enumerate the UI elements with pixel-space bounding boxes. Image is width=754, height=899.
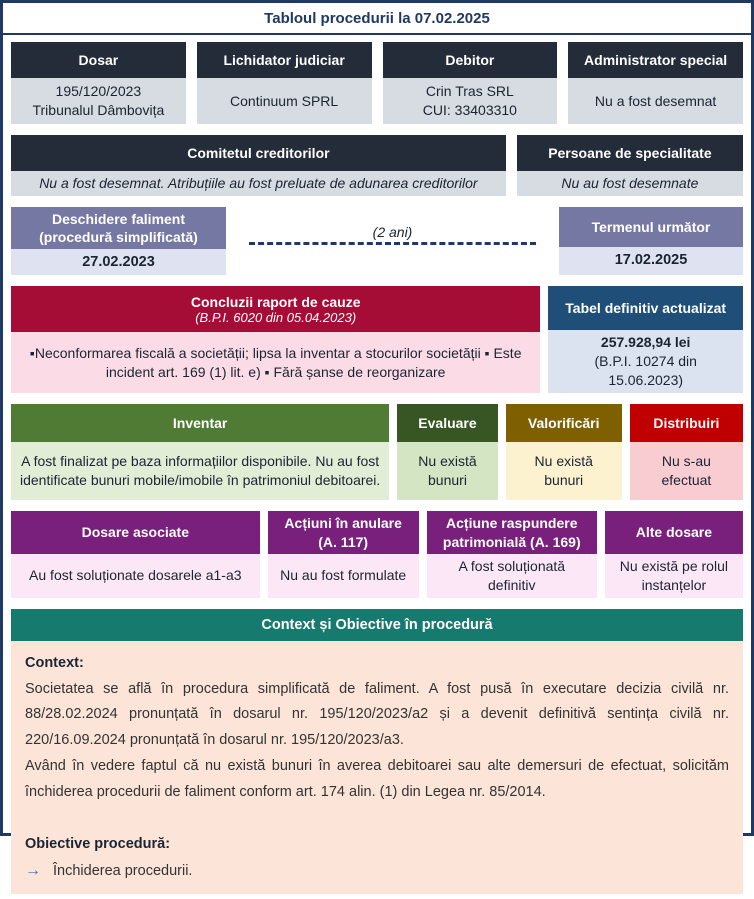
next-term-header: Termenul următor — [559, 207, 743, 247]
special-administrator-status: Nu a fost desemnat — [594, 92, 717, 109]
special-administrator-card — [568, 42, 743, 124]
objective-text: Închiderea procedurii. — [53, 863, 193, 880]
causes-report-card — [11, 286, 540, 393]
evaluation-header: Evaluare — [397, 404, 497, 442]
context-objectives-body — [11, 641, 743, 894]
special-administrator-header: Administrator special — [568, 42, 743, 78]
context-paragraph-2: Având în vedere faptul că nu există bunuri în averea debitoarei sau alte demersuri de efectuat, solicităm închiderea procedurii de faliment conform art. 174 alin. (1) din Legea nr. 85/2014. — [25, 758, 729, 800]
causes-report-title: Concluzii raport de cauze — [190, 293, 361, 310]
context-label: Context: — [25, 654, 84, 671]
creditors-committee-header: Comitetul creditorilor — [11, 135, 506, 171]
capitalization-header: Valorificări — [506, 404, 622, 442]
bankruptcy-opening-card — [11, 207, 226, 275]
case-number-line2: Tribunalul Dâmbovița — [32, 102, 165, 118]
timeline-dashed-line — [249, 242, 536, 245]
liquidator-header: Lichidator judiciar — [197, 42, 372, 78]
other-files-card — [605, 511, 743, 598]
final-table-bpi-reference: (B.P.I. 10274 din 15.06.2023) — [594, 353, 697, 389]
capitalization-body: Nu există bunuri — [506, 442, 622, 500]
annulment-actions-header: Acțiuni în anulare (A. 117) — [268, 511, 419, 554]
arrow-right-icon: → — [25, 862, 41, 880]
next-term-date: 17.02.2025 — [559, 247, 743, 275]
case-number-card — [11, 42, 186, 124]
associated-files-body: Au fost soluționate dosarele a1-a3 — [11, 554, 260, 598]
case-number-line1: 195/120/2023 — [55, 83, 142, 100]
other-files-body: Nu există pe rolul instanțelor — [605, 554, 743, 598]
case-identity-row — [11, 42, 743, 124]
liquidator-value — [197, 78, 372, 124]
timeline-duration-label: (2 ani) — [372, 223, 413, 240]
final-table-body — [548, 330, 743, 393]
debtor-value — [383, 78, 558, 124]
debtor-card — [383, 42, 558, 124]
associated-files-header: Dosare asociate — [11, 511, 260, 554]
causes-report-body: ▪Neconformarea fiscală a societății; lipsa la inventar a stocurilor societății ▪ Este incident art. 169 (1) lit. e) ▪ Fără șanse de reorganizare — [11, 332, 540, 393]
timeline-row — [11, 207, 743, 275]
context-objectives-section — [11, 609, 743, 894]
causes-report-bpi-reference: (B.P.I. 6020 din 05.04.2023) — [195, 309, 357, 325]
evaluation-card — [397, 404, 497, 500]
creditors-committee-value: Nu a fost desemnat. Atribuțiile au fost preluate de adunarea creditorilor — [11, 171, 506, 196]
context-paragraph-1: Societatea se află în procedura simplificată de faliment. A fost pusă în executare decizia civilă nr. 88/28.02.2024 pronunțată în dosarul nr. 195/120/2023/a2 și a devenit definitivă sentința civilă nr. 220/16.09.2024 pronunțată în dosarul nr. 195/120/2023/a3. — [25, 680, 729, 749]
associated-files-card — [11, 511, 260, 598]
conclusions-row — [11, 286, 743, 393]
case-number-header: Dosar — [11, 42, 186, 78]
bankruptcy-opening-date: 27.02.2023 — [11, 249, 226, 275]
assets-status-row — [11, 404, 743, 500]
distributions-header: Distribuiri — [630, 404, 743, 442]
annulment-actions-body: Nu au fost formulate — [268, 554, 419, 598]
inventory-body: A fost finalizat pe baza informațiilor disponibile. Nu au fost identificate bunuri mobile/imobile în patrimoniul debitoarei. — [11, 442, 389, 500]
liability-action-card — [427, 511, 597, 598]
final-table-card — [548, 286, 743, 393]
special-administrator-value — [568, 78, 743, 124]
annulment-actions-card — [268, 511, 419, 598]
final-table-amount: 257.928,94 lei — [600, 334, 691, 351]
page-content — [3, 35, 751, 899]
final-table-header: Tabel definitiv actualizat — [548, 286, 743, 330]
next-term-card — [559, 207, 743, 275]
specialists-card — [517, 135, 743, 196]
other-files-header: Alte dosare — [605, 511, 743, 554]
timeline-duration — [237, 207, 548, 275]
capitalization-card — [506, 404, 622, 500]
context-objectives-header: Context și Obiective în procedură — [11, 609, 743, 641]
committee-row — [11, 135, 743, 196]
distributions-body: Nu s-au efectuat — [630, 442, 743, 500]
liability-action-header: Acțiune raspundere patrimonială (A. 169) — [427, 511, 597, 554]
debtor-header: Debitor — [383, 42, 558, 78]
page-title: Tabloul procedurii la 07.02.2025 — [3, 3, 751, 35]
bankruptcy-opening-title: Deschidere faliment — [51, 211, 186, 227]
evaluation-body: Nu există bunuri — [397, 442, 497, 500]
liability-action-body: A fost soluționată definitiv — [427, 554, 597, 598]
objective-item — [25, 857, 729, 885]
debtor-name: Crin Tras SRL — [425, 83, 514, 100]
inventory-header: Inventar — [11, 404, 389, 442]
bankruptcy-opening-subtitle: (procedură simplificată) — [39, 229, 198, 246]
debtor-cui: CUI: 33403310 — [422, 102, 517, 118]
specialists-value: Nu au fost desemnate — [517, 171, 743, 196]
case-number-value — [11, 78, 186, 124]
bankruptcy-opening-header — [11, 207, 226, 249]
liquidator-card — [197, 42, 372, 124]
distributions-card — [630, 404, 743, 500]
liquidator-name: Continuum SPRL — [230, 92, 339, 109]
specialists-header: Persoane de specialitate — [517, 135, 743, 171]
creditors-committee-card — [11, 135, 506, 196]
inventory-card — [11, 404, 389, 500]
objectives-label: Obiective procedură: — [25, 835, 171, 852]
causes-report-header — [11, 286, 540, 332]
case-files-row — [11, 511, 743, 598]
